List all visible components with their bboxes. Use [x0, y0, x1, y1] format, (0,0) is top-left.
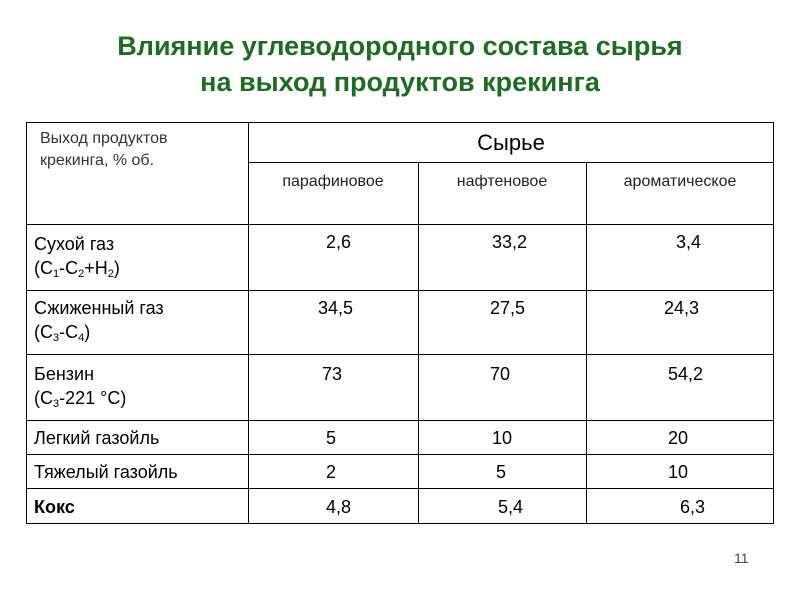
table-cell: 10 [492, 428, 513, 448]
table-cell: 3,4 [676, 232, 702, 252]
table-cell: 34,5 [318, 298, 354, 318]
row-divider [26, 488, 774, 489]
cracking-yield-table [26, 122, 774, 524]
row-name: Сжиженный газ [34, 298, 164, 318]
table-cell: 2,6 [326, 232, 352, 252]
slide-title [0, 28, 800, 100]
row-formula: ($С_3-221$ °С) [34, 388, 127, 410]
row-divider [26, 354, 774, 355]
table-border-top [26, 122, 774, 123]
group-header-divider [248, 162, 774, 163]
table-cell: 70 [490, 364, 511, 384]
row-label-dry-gas [34, 232, 120, 280]
title-line-2: на выход продуктов крекинга [200, 67, 600, 97]
table-cell: 24,3 [664, 298, 700, 318]
header-yield-line-1: Выход продуктов [40, 130, 168, 147]
table-cell: 27,5 [490, 298, 526, 318]
row-name: Бензин [34, 364, 95, 384]
table-cell: 5 [496, 462, 507, 482]
header-yield-line-2: крекинга, % об. [40, 152, 155, 169]
table-cell: 10 [668, 462, 689, 482]
row-label-light-gasoil: Легкий газойль [34, 428, 160, 448]
row-label-coke: Кокс [34, 497, 75, 517]
row-divider [26, 420, 774, 421]
row-divider [26, 290, 774, 291]
table-cell: 5 [326, 428, 337, 448]
col-divider [586, 162, 587, 524]
row-name: Сухой газ [34, 234, 115, 254]
row-formula: $(С_1-С_2+Н_2)$ [34, 258, 120, 280]
table-cell: 5,4 [498, 497, 524, 517]
row-formula: $(С_3-С_4)$ [34, 322, 91, 344]
col-header-aromatic: ароматическое [623, 173, 737, 190]
table-cell: 2 [326, 462, 337, 482]
group-header-feedstock: Сырье [477, 130, 545, 155]
row-divider [26, 454, 774, 455]
title-line-1: Влияние углеводородного состава сырья [117, 31, 683, 61]
header-bottom-line [26, 224, 774, 225]
table-cell: 73 [322, 364, 343, 384]
row-label-gasoline [34, 362, 126, 410]
row-label-liquefied-gas [34, 296, 164, 344]
table-cell: 54,2 [668, 364, 704, 384]
row-label-heavy-gasoil: Тяжелый газойль [34, 462, 178, 482]
table-border-left [26, 122, 27, 524]
col-divider [418, 162, 419, 524]
table-cell: 6,3 [680, 497, 706, 517]
table-border-bottom [26, 523, 774, 524]
table-cell: 20 [668, 428, 689, 448]
page-number: 11 [734, 550, 749, 566]
header-yield-label [40, 128, 168, 172]
col-header-paraffinic: парафиновое [282, 173, 384, 190]
table-cell: 33,2 [492, 232, 528, 252]
table-cell: 4,8 [326, 497, 352, 517]
col-header-naphthenic: нафтеновое [456, 173, 548, 190]
